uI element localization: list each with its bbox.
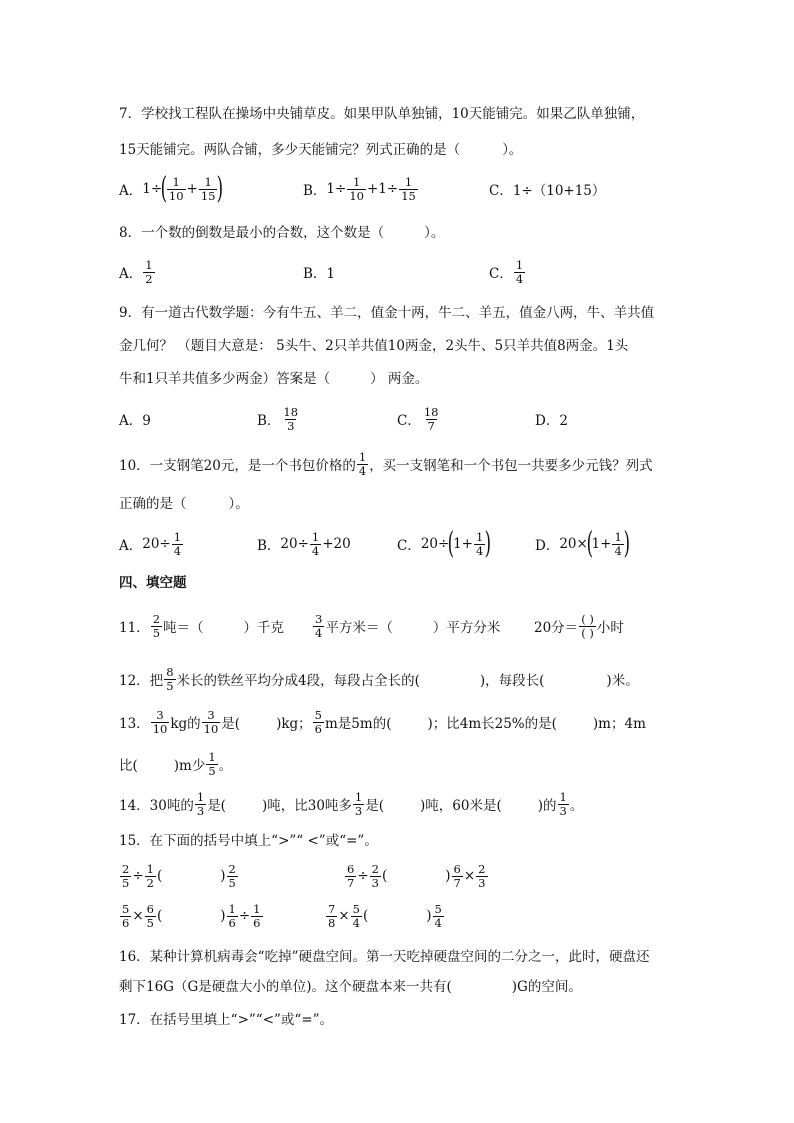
q10-option-c[interactable]: [397, 526, 490, 562]
q15-text: 15．在下面的括号中填上“>”“ <”或“=”。: [119, 833, 378, 849]
q9-line1: [119, 296, 654, 326]
q12-text: )米。: [606, 673, 639, 689]
q8-option-a[interactable]: [119, 255, 156, 289]
q16-line1: [119, 940, 649, 970]
fraction: $\frac{5}{6}$: [122, 901, 130, 930]
q13-line2: [119, 746, 232, 782]
q7-option-a[interactable]: [119, 171, 224, 206]
q9-text-4: ） 两金。: [370, 371, 429, 387]
fraction: $\frac{5}{4}$: [434, 901, 442, 930]
fraction: $\frac{1}{6}$: [253, 901, 261, 930]
q7-option-b[interactable]: [303, 172, 419, 206]
q11-text: 20分＝: [534, 620, 579, 636]
q15-paren: ): [426, 908, 432, 924]
q13-text: 比(: [119, 758, 138, 774]
expr-text: 20÷: [420, 536, 450, 552]
expr-text: 1+: [453, 536, 473, 552]
q15-stem: [119, 824, 378, 854]
q10-option-d[interactable]: [535, 526, 629, 562]
operator: ÷: [238, 908, 251, 924]
option-label: B．: [257, 538, 281, 554]
q15-paren: (: [362, 908, 369, 924]
expr-text: +1÷: [366, 181, 399, 197]
q9-option-c[interactable]: [397, 402, 441, 436]
fraction: $\frac{1}{10}$: [168, 174, 184, 203]
q9-text-2: 金几何？ （题目大意是： 5头牛、2只羊共值10两金，2头牛、5只羊共值8两金。1头: [119, 338, 629, 354]
q13-text: )m；4m: [592, 716, 646, 732]
operator: ×: [463, 868, 476, 884]
fraction: $\frac{1}{3}$: [354, 789, 363, 818]
fraction: $\frac{1}{6}$: [228, 901, 236, 930]
fraction: $\frac{1}{2}$: [145, 257, 153, 286]
expr-text: 20÷: [142, 536, 171, 552]
q10-text-3: 正确的是（: [119, 496, 187, 512]
q8-text-1: 8．一个数的倒数是最小的合数，这个数是（: [119, 225, 385, 241]
option-label: B．: [303, 183, 327, 199]
q9-line2: [119, 329, 628, 359]
option-label: A．: [119, 538, 143, 554]
fraction: $\frac{1}{4}$: [173, 529, 182, 558]
q10-line2: [119, 487, 249, 517]
q13-text: 。: [218, 758, 233, 774]
option-label: C．: [397, 538, 421, 554]
q10-text-1: 10．一支钢笔20元，是一个书包价格的: [119, 458, 356, 474]
left-paren: (: [160, 171, 168, 206]
fraction: $\frac{1}{15}$: [401, 174, 416, 203]
q8-option-b[interactable]: [303, 255, 335, 289]
q14-text: )吨，比30吨多: [261, 798, 352, 814]
q9-option-d[interactable]: [535, 402, 568, 436]
q7-text-2: 15天能铺完。两队合铺，多少天能铺完？列式正确的是（: [119, 142, 461, 158]
right-paren: ): [484, 526, 492, 561]
option-text: C．1÷（10+15）: [489, 183, 606, 199]
fraction: $\frac{2}{3}$: [371, 861, 379, 890]
expr-text: 1+: [591, 536, 612, 552]
fraction: $\frac{2}{5}$: [122, 861, 130, 890]
q13-text: 是(: [221, 716, 241, 732]
q13-line1: [119, 704, 646, 740]
q15-paren: (: [156, 908, 163, 924]
q10-option-a[interactable]: [119, 526, 184, 562]
q7-line1: [119, 97, 644, 127]
fraction: $\frac{1}{2}$: [146, 861, 154, 890]
q15-row1-left: [119, 858, 239, 894]
operator: ×: [132, 908, 144, 924]
q15-paren: ): [445, 868, 451, 884]
fraction: $\frac{1}{5}$: [208, 749, 216, 778]
q10-text-4: ）。: [228, 496, 249, 512]
q16-line2: [119, 970, 582, 1000]
q11-text: 吨＝（: [163, 620, 204, 636]
q9-option-a[interactable]: [119, 402, 151, 436]
q13-label: 13．: [119, 716, 150, 732]
fraction: $\frac{1}{4}$: [515, 257, 524, 286]
fraction: $\frac{6}{7}$: [347, 861, 355, 890]
q9-text-1: 9．有一道古代数学题：今有牛五、羊二，值金十两，牛二、羊五，值金八两，牛、羊共值: [119, 305, 655, 321]
q8-text-2: ）。: [424, 225, 445, 241]
fraction: $\frac{18}{7}$: [423, 404, 439, 433]
q14-line: [119, 786, 583, 822]
option-label: A．: [119, 266, 143, 282]
option-label: B．: [257, 413, 281, 429]
q15-paren: ): [220, 868, 226, 884]
left-paren: (: [447, 526, 455, 561]
expr-text: 1÷: [142, 181, 163, 197]
q10-text-2: ，买一支钢笔和一个书包一共要多少元钱？列式: [369, 458, 653, 474]
q11-part2: [312, 608, 500, 644]
q14-text: 。: [569, 798, 584, 814]
q14-text: )吨，60米是(: [420, 798, 502, 814]
q14-text: )的: [537, 798, 557, 814]
q11-line: [119, 608, 284, 644]
fraction: $\frac{5}{4}$: [352, 901, 360, 930]
q13-text: )kg；: [276, 716, 312, 732]
q16-text: 剩下16G（G是硬盘大小的单位)。这个硬盘本来一共有(: [119, 979, 452, 995]
q7-option-c[interactable]: [489, 172, 605, 206]
fraction: $\frac{8}{5}$: [166, 664, 174, 693]
fraction: $\frac{1}{15}$: [200, 174, 216, 203]
fraction: $\frac{1}{3}$: [559, 789, 567, 818]
fraction: $\frac{1}{4}$: [358, 449, 367, 478]
option-label: C．: [397, 413, 421, 429]
q10-line1: [119, 446, 653, 482]
fraction: $\frac{3}{4}$: [315, 611, 323, 640]
q15-row2-right: [325, 898, 445, 934]
expr-text: 20÷: [280, 536, 309, 552]
q8-stem: [119, 216, 444, 246]
q16-text: )G的空间。: [511, 979, 582, 995]
fraction: $\frac{1}{4}$: [311, 529, 320, 558]
fraction: $\frac{2}{5}$: [228, 861, 236, 890]
fraction: $\frac{3}{10}$: [152, 707, 168, 736]
option-text: A．9: [119, 413, 151, 429]
q13-text: )；比4m长25%的是(: [427, 716, 557, 732]
fraction: $\frac{2}{5}$: [152, 611, 161, 640]
q9-line3: [119, 362, 428, 392]
q15-paren: (: [381, 868, 388, 884]
q13-text: m是5m的(: [325, 716, 392, 732]
q13-text: )m少: [173, 758, 206, 774]
q7-text-3: ）。: [502, 142, 523, 158]
q11-text: 平方米＝（: [325, 620, 393, 636]
q11-text: 小时: [596, 620, 624, 636]
fraction: $\frac{3}{10}$: [203, 707, 219, 736]
expr-text: +20: [322, 536, 351, 552]
fraction: $\frac{1}{3}$: [196, 789, 205, 818]
plus-sign: +: [186, 181, 198, 197]
fraction: $\frac{1}{10}$: [349, 174, 364, 203]
q15-row1-right: [344, 858, 489, 894]
q15-paren: ): [220, 908, 226, 924]
q11-text: ）平方分米: [432, 620, 501, 636]
fraction: $\frac{5}{6}$: [314, 707, 322, 736]
q10-option-b[interactable]: [257, 526, 351, 562]
q16-text: 16．某种计算机病毒会“吃掉”硬盘空间。第一天吃掉硬盘空间的二分之一，此时，硬盘还: [119, 949, 650, 965]
q12-text: 12．把: [119, 673, 164, 689]
option-text: B．1: [303, 266, 336, 282]
q8-option-c[interactable]: [489, 255, 526, 289]
operator: ÷: [132, 868, 144, 884]
q14-text: 是(: [207, 798, 226, 814]
fraction: $\frac{1}{4}$: [614, 529, 622, 558]
q12-text: )，每段长(: [479, 673, 545, 689]
q15-row2-left: [119, 898, 264, 934]
q9-text-3: 牛和1只羊共值多少两金）答案是（: [119, 371, 331, 387]
operator: ×: [338, 908, 350, 924]
q12-text: 米长的铁丝平均分成4段，每段占全长的(: [176, 673, 420, 689]
right-paren: ): [623, 526, 630, 561]
q11-label: 11．: [119, 620, 150, 636]
q14-text: 是(: [365, 798, 385, 814]
operator: ÷: [357, 868, 369, 884]
q13-text: kg的: [170, 716, 201, 732]
fraction: $\frac{7}{8}$: [328, 901, 336, 930]
q17-text: 17．在括号里填上“>”“<”或“=”。: [119, 1012, 334, 1028]
expr-text: 1÷: [326, 181, 347, 197]
section-title: 四、填空题: [119, 575, 187, 591]
option-label: D．: [535, 538, 560, 554]
q12-line: [119, 661, 639, 697]
right-paren: ): [217, 171, 224, 206]
q15-paren: (: [156, 868, 163, 884]
fraction-blank[interactable]: $\frac{( )}{( )}$: [581, 611, 594, 640]
section-heading: [119, 566, 187, 596]
fraction: $\frac{6}{7}$: [453, 861, 461, 890]
left-paren: (: [586, 526, 593, 561]
q7-options: [119, 172, 222, 206]
q14-text: 14．30吨的: [119, 798, 194, 814]
fraction: $\frac{18}{3}$: [283, 404, 299, 433]
option-label: A．: [119, 183, 143, 199]
fraction: $\frac{1}{4}$: [475, 529, 484, 558]
q7-text-1: 7．学校找工程队在操场中央铺草皮。如果甲队单独铺，10天能铺完。如果乙队单独铺，: [119, 106, 645, 122]
q11-part3: [534, 608, 624, 644]
fraction: $\frac{6}{5}$: [146, 901, 154, 930]
q17-stem: [119, 1003, 333, 1033]
option-text: D．2: [535, 413, 568, 429]
q7-line2: [119, 133, 522, 163]
expr-text: 20×: [559, 536, 588, 552]
q9-option-b[interactable]: [257, 402, 301, 436]
fraction: $\frac{2}{3}$: [478, 861, 486, 890]
q11-text: ）千克: [243, 620, 285, 636]
option-label: C．: [489, 266, 513, 282]
